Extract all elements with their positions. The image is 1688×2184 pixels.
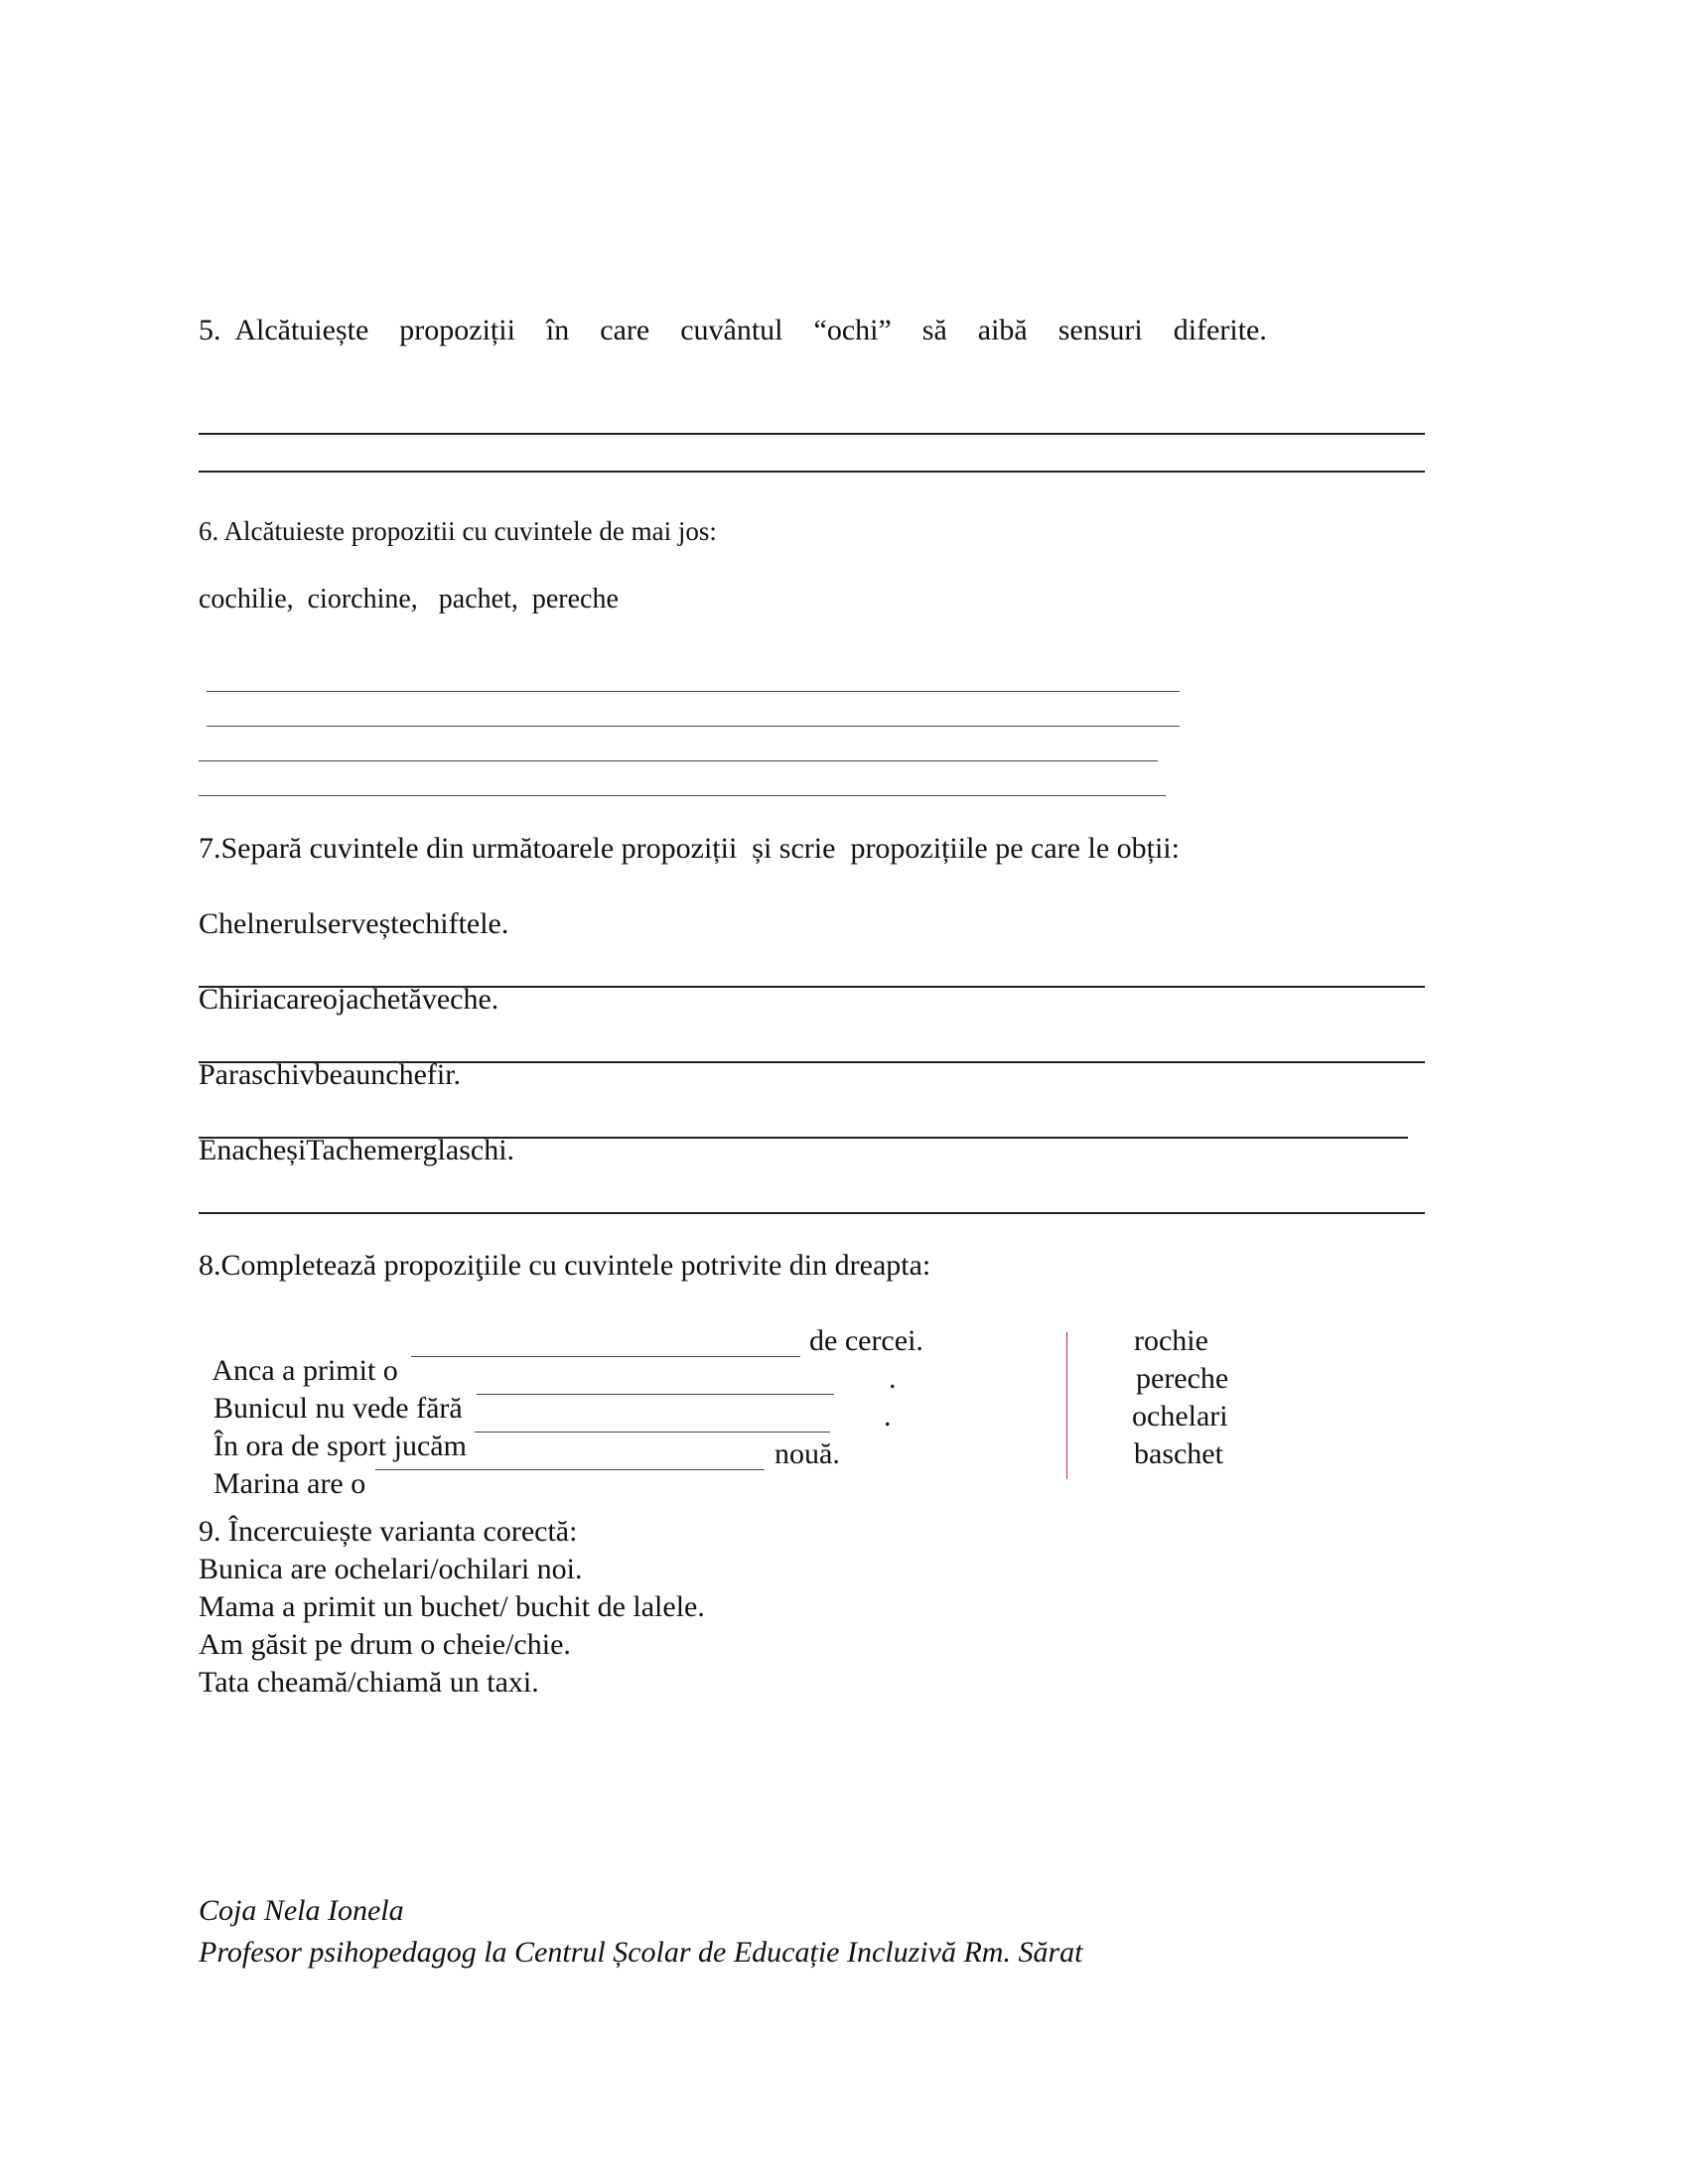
word-option: pereche bbox=[1136, 1362, 1229, 1395]
exercise-9-item: Tata cheamă/chiamă un taxi. bbox=[199, 1666, 539, 1699]
answer-line[interactable] bbox=[199, 433, 1425, 435]
exercise-9-item: Bunica are ochelari/ochilari noi. bbox=[199, 1553, 583, 1585]
word-option: ochelari bbox=[1132, 1400, 1228, 1433]
fill-blank[interactable] bbox=[411, 1356, 800, 1357]
exercise-7-item: EnacheșiTachemerglaschi. bbox=[199, 1134, 515, 1166]
exercise-9-item: Mama a primit un buchet/ buchit de lalele. bbox=[199, 1590, 705, 1623]
exercise-9-prompt: 9. Încercuiește varianta corectă: bbox=[199, 1515, 578, 1548]
answer-line[interactable] bbox=[207, 726, 1180, 727]
exercise-7-item: Chelnerulserveștechiftele. bbox=[199, 907, 509, 940]
sentence-start: Bunicul nu vede fără bbox=[213, 1392, 463, 1425]
sentence-end: nouă. bbox=[774, 1437, 840, 1470]
word-option: baschet bbox=[1134, 1437, 1223, 1470]
exercise-6-words: cochilie, ciorchine, pachet, pereche bbox=[199, 584, 619, 614]
exercise-8-prompt: 8.Completează propoziţiile cu cuvintele potrivite din dreapta: bbox=[199, 1249, 931, 1282]
exercise-7-item: Chiriacareojachetăveche. bbox=[199, 983, 499, 1016]
sentence-start: În ora de sport jucăm bbox=[213, 1430, 467, 1462]
author-name: Coja Nela Ionela bbox=[199, 1894, 404, 1927]
answer-line[interactable] bbox=[199, 760, 1158, 761]
sentence-start: Marina are o bbox=[213, 1467, 366, 1500]
sentence-end: . bbox=[884, 1400, 892, 1433]
fill-blank[interactable] bbox=[475, 1432, 830, 1433]
exercise-6-prompt: 6. Alcătuieste propozitii cu cuvintele de mai jos: bbox=[199, 516, 717, 546]
exercise-8-sentence bbox=[199, 1439, 365, 1499]
exercise-9-item: Am găsit pe drum o cheie/chie. bbox=[199, 1628, 571, 1661]
answer-line[interactable] bbox=[207, 691, 1180, 692]
fill-blank[interactable] bbox=[477, 1394, 834, 1395]
column-divider bbox=[1066, 1332, 1067, 1479]
sentence-start: Anca a primit o bbox=[211, 1354, 398, 1387]
sentence-end: . bbox=[889, 1362, 897, 1395]
answer-line[interactable] bbox=[199, 1212, 1425, 1214]
fill-blank[interactable] bbox=[375, 1469, 765, 1470]
sentence-end: de cercei. bbox=[809, 1324, 923, 1357]
author-title: Profesor psihopedagog la Centrul Școlar de Educație Incluzivă Rm. Sărat bbox=[199, 1936, 1083, 1969]
word-option: rochie bbox=[1134, 1324, 1208, 1357]
answer-line[interactable] bbox=[199, 795, 1166, 796]
answer-line[interactable] bbox=[199, 471, 1425, 473]
exercise-7-prompt: 7.Separă cuvintele din următoarele propoziții și scrie propozițiile pe care le obții: bbox=[199, 832, 1180, 865]
exercise-7-item: Paraschivbeaunchefir. bbox=[199, 1058, 462, 1091]
exercise-5-prompt: 5. Alcătuiește propoziții în care cuvântul “ochi” să aibă sensuri diferite. bbox=[199, 314, 1267, 346]
